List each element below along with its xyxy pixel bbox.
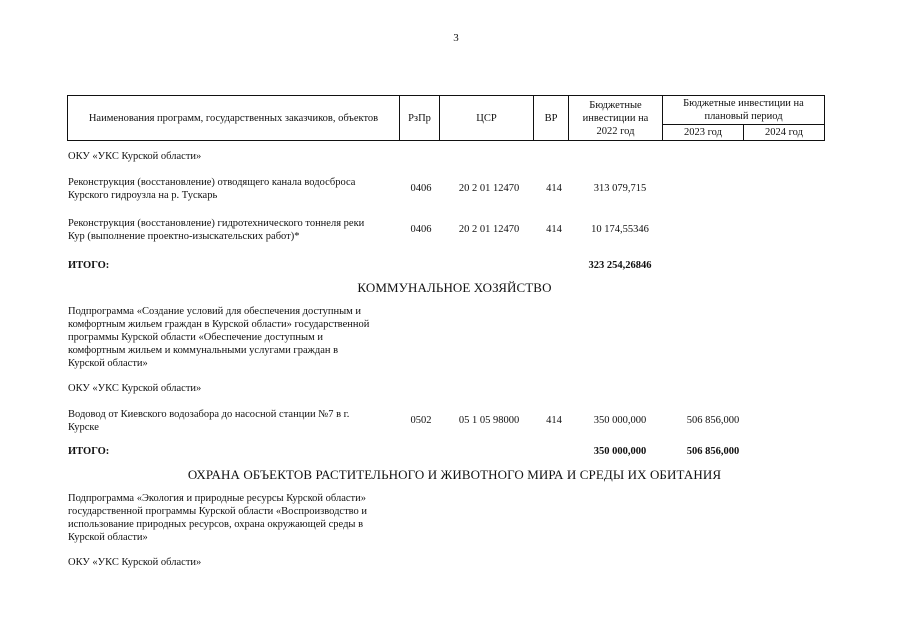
object-row-2-rzpr: 0406 xyxy=(410,224,432,235)
header-plan-period-line1: Бюджетные инвестиции на xyxy=(683,98,804,109)
object-row-2-budget-2022: 10 174,55346 xyxy=(591,224,649,235)
object-row-1-rzpr: 0406 xyxy=(410,183,432,194)
header-name: Наименования программ, государственных заказчиков, объектов xyxy=(88,112,379,124)
object-row-3-budget-2022: 350 000,000 xyxy=(593,415,647,426)
object-row-3-budget-2023: 506 856,000 xyxy=(686,415,740,426)
total-label-1: ИТОГО: xyxy=(68,260,110,271)
object-row-1-vr: 414 xyxy=(546,183,562,194)
header-budget-2022-line1: Бюджетные xyxy=(589,99,642,111)
object-row-2-name-line2: Кур (выполнение проектно-изыскательских работ)* xyxy=(68,231,300,242)
header-rzpr-cell xyxy=(400,96,440,141)
object-row-3-rzpr: 0502 xyxy=(410,415,432,426)
header-2023-cell xyxy=(663,125,744,141)
section-title-protection: ОХРАНА ОБЪЕКТОВ РАСТИТЕЛЬНОГО И ЖИВОТНОГО МИРА И СРЕДЫ ИХ ОБИТАНИЯ xyxy=(187,467,722,482)
object-row-3-vr: 414 xyxy=(546,415,562,426)
header-budget-2022-line2: инвестиции на xyxy=(582,112,649,124)
subprogram-2-line5: Курской области» xyxy=(68,358,148,369)
object-row-1-name-line1: Реконструкция (восстановление) отводящего канала водосброса xyxy=(68,177,356,188)
section-title-communal: КОММУНАЛЬНОЕ ХОЗЯЙСТВО xyxy=(357,280,552,295)
subprogram-3-line2: государственной программы Курской области «Воспроизводство и xyxy=(68,506,368,517)
total-2-budget-2023: 506 856,000 xyxy=(686,446,740,457)
subprogram-2-line3: программы Курской области «Обеспечение доступным и xyxy=(68,332,323,343)
subprogram-3-line4: Курской области» xyxy=(68,532,148,543)
header-budget-2022-line3: 2022 год xyxy=(596,125,635,137)
object-row-3-name xyxy=(68,408,398,434)
object-row-1-budget-2022: 313 079,715 xyxy=(593,183,647,194)
header-csr-cell xyxy=(440,96,534,141)
object-row-2-vr: 414 xyxy=(546,224,562,235)
object-row-3-name-line1: Водовод от Киевского водозабора до насосной станции №7 в г. xyxy=(68,409,350,420)
object-row-2-name-line1: Реконструкция (восстановление) гидротехнического тоннеля реки xyxy=(68,218,365,229)
object-row-2-csr: 20 2 01 12470 xyxy=(458,224,520,235)
object-row-1-name-line2: Курского гидроузла на р. Тускарь xyxy=(68,190,218,201)
header-vr: ВР xyxy=(544,112,558,124)
header-2024: 2024 год xyxy=(765,127,803,138)
header-rzpr: РзПр xyxy=(408,112,431,124)
header-2024-cell xyxy=(744,125,825,141)
subprogram-3 xyxy=(68,492,398,544)
header-name-cell xyxy=(68,96,400,141)
customer-label-3: ОКУ «УКС Курской области» xyxy=(68,557,202,568)
subprogram-3-line1: Подпрограмма «Экология и природные ресурсы Курской области» xyxy=(68,493,366,504)
header-csr: ЦСР xyxy=(476,112,497,124)
header-2023: 2023 год xyxy=(684,127,722,138)
subprogram-3-line3: использование природных ресурсов, охрана окружающей среды в xyxy=(68,519,364,530)
customer-label: ОКУ «УКС Курской области» xyxy=(68,151,202,162)
header-vr-cell xyxy=(534,96,569,141)
subprogram-2 xyxy=(68,305,398,370)
total-2-budget-2022: 350 000,000 xyxy=(593,446,647,457)
subprogram-2-line2: комфортным жильем граждан в Курской области» государственной xyxy=(68,319,370,330)
customer-label-2: ОКУ «УКС Курской области» xyxy=(68,383,202,394)
object-row-3-csr: 05 1 05 98000 xyxy=(458,415,520,426)
subprogram-2-line4: комфортным жильем и коммунальными услугами граждан в xyxy=(68,345,339,356)
page-number: 3 xyxy=(453,32,459,44)
header-plan-period-line2: плановый период xyxy=(704,111,783,122)
header-budget-2022-cell xyxy=(569,96,663,141)
total-label-2: ИТОГО: xyxy=(68,446,110,457)
total-1-budget-2022: 323 254,26846 xyxy=(588,260,652,271)
object-row-3-name-line2: Курске xyxy=(68,422,99,433)
header-plan-period-cell xyxy=(663,96,825,125)
object-row-1-csr: 20 2 01 12470 xyxy=(458,183,520,194)
object-row-2-name xyxy=(68,217,398,243)
subprogram-2-line1: Подпрограмма «Создание условий для обеспечения доступным и xyxy=(68,306,362,317)
table-header xyxy=(67,95,825,141)
object-row-1-name xyxy=(68,176,398,202)
